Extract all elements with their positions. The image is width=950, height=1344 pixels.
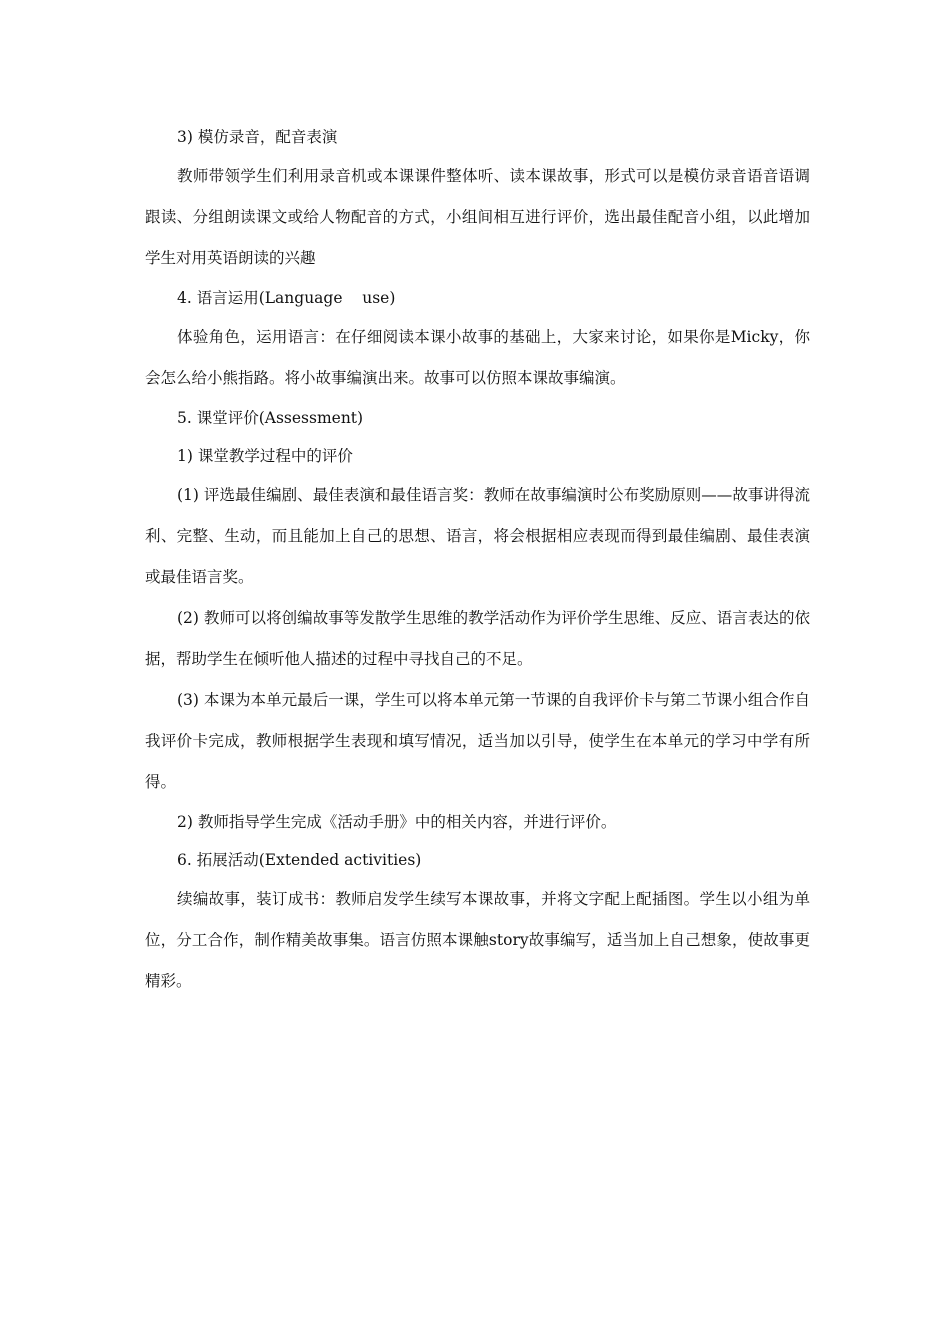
paragraph-assessment-2: (2) 教师可以将创编故事等发散学生思维的教学活动作为评价学生思维、反应、语言表达的依据，帮助学生在倾听他人描述的过程中寻找自己的不足。 bbox=[145, 609, 810, 668]
paragraph-extended-activities: 续编故事，装订成书：教师启发学生续写本课故事，并将文字配上配插图。学生以小组为单位，分工合作，制作精美故事集。语言仿照本课触story故事编写，适当加上自己想象，使故事更精彩。 bbox=[145, 890, 810, 990]
subheading-activity-book: 2) 教师指导学生完成《活动手册》中的相关内容，并进行评价。 bbox=[177, 813, 617, 831]
document-body bbox=[145, 118, 810, 1002]
subheading-classroom-evaluation: 1) 课堂教学过程中的评价 bbox=[177, 447, 353, 465]
section-heading-assessment: 5. 课堂评价(Assessment) bbox=[177, 409, 364, 427]
section-heading-language-use: 4. 语言运用(Language use) bbox=[177, 289, 396, 307]
paragraph-language-use: 体验角色，运用语言：在仔细阅读本课小故事的基础上，大家来讨论，如果你是Micky，你会怎么给小熊指路。将小故事编演出来。故事可以仿照本课故事编演。 bbox=[145, 328, 810, 387]
paragraph-imitate-recording: 教师带领学生们利用录音机或本课课件整体听、读本课故事，形式可以是模仿录音语音语调跟读、分组朗读课文或给人物配音的方式，小组间相互进行评价，选出最佳配音小组，以此增加学生对用英语朗读的兴趣 bbox=[145, 167, 810, 267]
paragraph-assessment-1: (1) 评选最佳编剧、最佳表演和最佳语言奖：教师在故事编演时公布奖励原则——故事讲得流利、完整、生动，而且能加上自己的思想、语言，将会根据相应表现而得到最佳编剧、最佳表演或最佳语言奖。 bbox=[145, 486, 810, 586]
paragraph-assessment-3: (3) 本课为本单元最后一课，学生可以将本单元第一节课的自我评价卡与第二节课小组合作自我评价卡完成，教师根据学生表现和填写情况，适当加以引导，使学生在本单元的学习中学有所得。 bbox=[145, 691, 810, 791]
section-heading-extended-activities: 6. 拓展活动(Extended activities) bbox=[177, 851, 422, 869]
section-heading-imitate-recording: 3) 模仿录音，配音表演 bbox=[177, 128, 338, 146]
